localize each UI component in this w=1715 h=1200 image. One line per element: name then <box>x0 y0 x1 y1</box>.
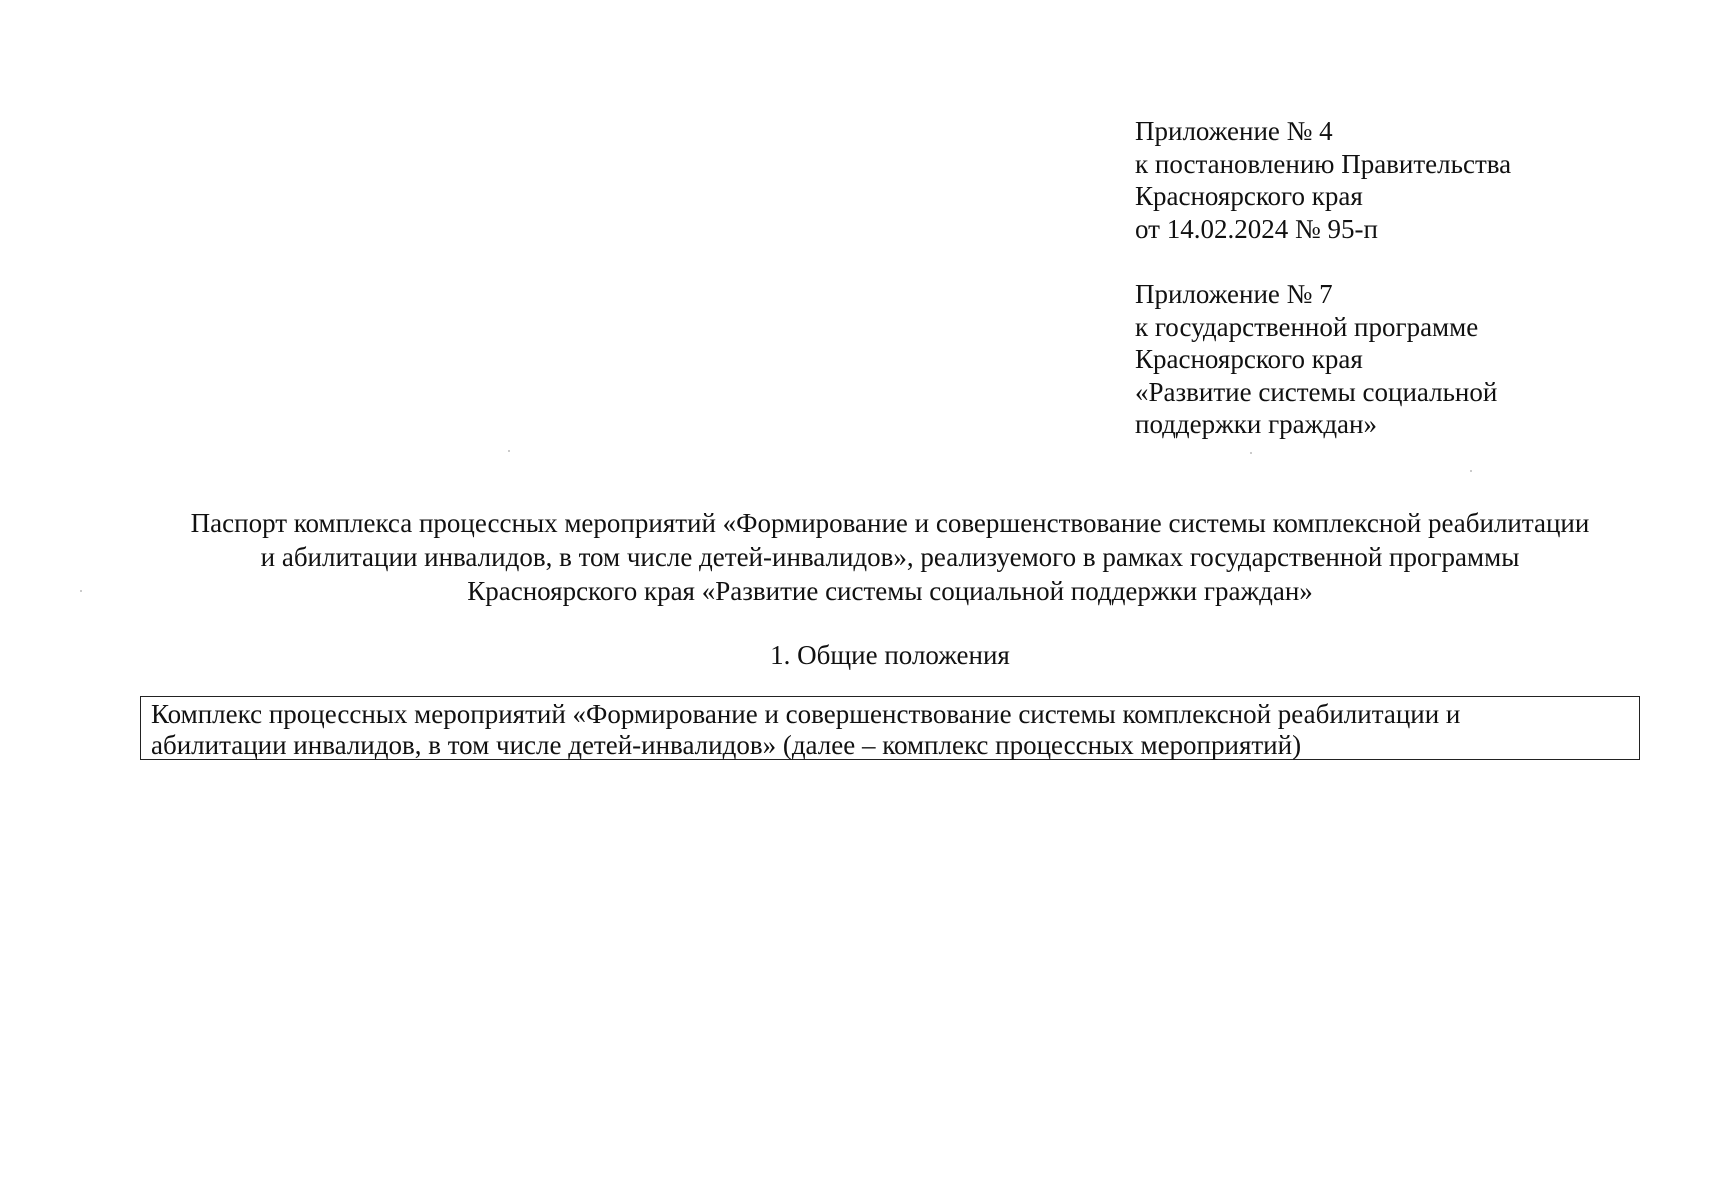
appendix-4-line: от 14.02.2024 № 95-п <box>1135 213 1378 244</box>
section-heading: 1. Общие положения <box>770 640 1010 670</box>
appendix-4-line: Красноярского края <box>1135 181 1363 211</box>
appendix-7-line: поддержки граждан» <box>1135 409 1377 439</box>
scan-speck <box>1250 452 1252 454</box>
passport-title-line: Красноярского края «Развитие системы социальной поддержки граждан» <box>467 576 1313 606</box>
appendix-7-line: к государственной программе <box>1135 311 1479 342</box>
passport-title-line: Паспорт комплекса процессных мероприятий «Формирование и совершенствование системы комплексной реабилитации <box>190 508 1590 538</box>
appendix-7-line: Приложение № 7 <box>1135 279 1333 309</box>
appendix-4-line: к постановлению Правительства <box>1135 148 1512 179</box>
general-provisions-line: абилитации инвалидов, в том числе детей-инвалидов» (далее – комплекс процессных мероприятий) <box>151 730 1302 760</box>
appendix-7-line: Красноярского края <box>1135 344 1363 374</box>
general-provisions-box <box>140 696 1640 760</box>
scan-speck <box>1470 470 1472 472</box>
appendix-4-header <box>1135 115 1615 245</box>
scan-speck <box>508 450 510 452</box>
appendix-7-header <box>1135 278 1615 441</box>
scan-speck <box>80 590 82 592</box>
appendix-4-line: Приложение № 4 <box>1135 116 1333 146</box>
passport-title <box>130 506 1650 608</box>
passport-title-line: и абилитации инвалидов, в том числе детей-инвалидов», реализуемого в рамках государственной программы <box>260 542 1520 572</box>
general-provisions-line: Комплекс процессных мероприятий «Формирование и совершенствование системы комплексной реабилитации и <box>151 699 1461 729</box>
appendix-7-line: «Развитие системы социальной <box>1135 376 1498 407</box>
